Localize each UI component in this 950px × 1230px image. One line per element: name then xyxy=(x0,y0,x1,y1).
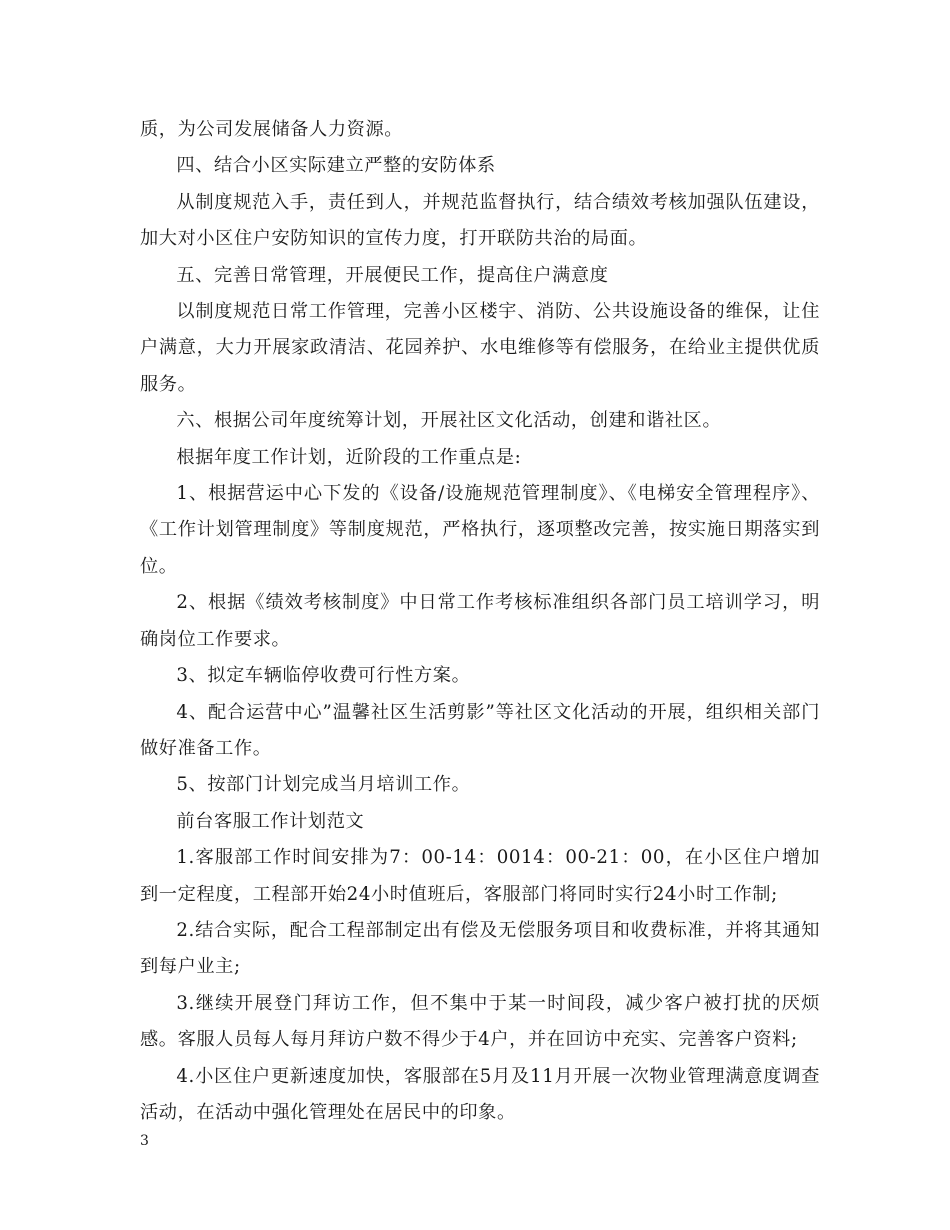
section-heading-4: 四、结合小区实际建立严整的安防体系 xyxy=(176,155,496,177)
numbered-item-2: 2.结合实际，配合工程部制定出有偿及无偿服务项目和收费标准，并将其通知到每户业主; xyxy=(140,919,820,978)
paragraph-1: 质，为公司发展储备人力资源。 xyxy=(140,119,404,140)
paragraph-4: 根据年度工作计划，近阶段的工作重点是: xyxy=(176,446,522,468)
numbered-item-1: 1.客服部工作时间安排为7：00-14：0014：00-21：00，在小区住户增加到一定程度，工程部开始24小时值班后，客服部门将同时实行24小时工作制; xyxy=(140,847,820,905)
list-item-1: 1、根据营运中心下发的《设备/设施规范管理制度》、《电梯安全管理程序》、《工作计划管理制度》等制度规范，严格执行，逐项整改完善，按实施日期落实到位。 xyxy=(140,483,820,577)
document-body xyxy=(140,112,820,1131)
section-title: 前台客服工作计划范文 xyxy=(176,810,365,832)
numbered-item-3: 3.继续开展登门拜访工作，但不集中于某一时间段，减少客户被打扰的厌烦感。客服人员每人每月拜访户数不得少于4户，并在回访中充实、完善客户资料; xyxy=(140,992,820,1051)
paragraph-3: 以制度规范日常工作管理，完善小区楼宇、消防、公共设施设备的维保，让住户满意，大力开展家政清洁、花园养护、水电维修等有偿服务，在给业主提供优质服务。 xyxy=(140,301,820,395)
numbered-item-4: 4.小区住户更新速度加快，客服部在5月及11月开展一次物业管理满意度调查活动，在活动中强化管理处在居民中的印象。 xyxy=(140,1065,820,1123)
list-item-2: 2、根据《绩效考核制度》中日常工作考核标准组织各部门员工培训学习，明确岗位工作要求。 xyxy=(140,592,820,650)
section-heading-6: 六、根据公司年度统筹计划，开展社区文化活动，创建和谐社区。 xyxy=(176,410,722,432)
section-heading-5: 五、完善日常管理，开展便民工作，提高住户满意度 xyxy=(176,264,609,286)
list-item-4: 4、配合运营中心”温馨社区生活剪影”等社区文化活动的开展，组织相关部门做好准备工作。 xyxy=(140,701,820,759)
list-item-5: 5、按部门计划完成当月培训工作。 xyxy=(176,774,471,796)
list-item-3: 3、拟定车辆临停收费可行性方案。 xyxy=(176,665,471,687)
page-number: 3 xyxy=(140,1133,149,1149)
paragraph-2: 从制度规范入手，责任到人，并规范监督执行，结合绩效考核加强队伍建设，加大对小区住户安防知识的宣传力度，打开联防共治的局面。 xyxy=(140,191,820,250)
